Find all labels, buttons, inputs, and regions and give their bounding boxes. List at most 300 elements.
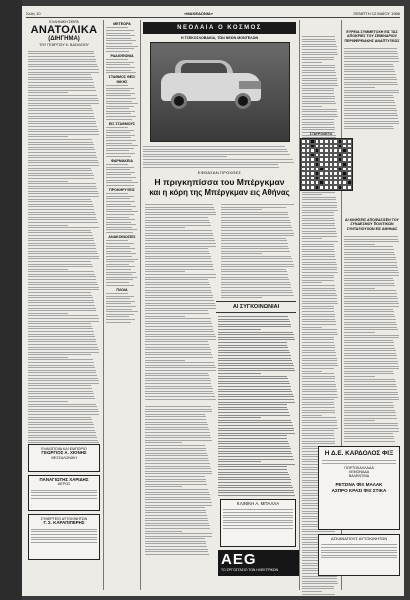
- text-line: [145, 538, 205, 539]
- text-line: [218, 319, 289, 320]
- text-line: [218, 474, 289, 475]
- text-line: [145, 473, 212, 474]
- text-line: [302, 425, 337, 426]
- text-line: [145, 399, 216, 400]
- masthead: «ΜΑΚΕΔΟΝΙΑ»: [184, 11, 213, 16]
- listing-body: [106, 59, 138, 73]
- text-line: [344, 105, 396, 106]
- text-line: [143, 149, 287, 150]
- text-line: [145, 284, 210, 285]
- text-line: [28, 295, 92, 296]
- text-line: [302, 233, 337, 234]
- left-column: [28, 20, 100, 461]
- text-line: [28, 82, 94, 83]
- text-line: [221, 251, 290, 252]
- text-line: [28, 258, 99, 259]
- text-line: [106, 33, 130, 34]
- text-line: [28, 214, 96, 215]
- ad-text: [31, 490, 97, 499]
- text-line: [28, 149, 95, 150]
- text-line: [344, 121, 399, 122]
- text-line: [106, 72, 136, 73]
- text-line: [28, 181, 68, 182]
- text-line: [145, 549, 208, 550]
- text-line: [28, 232, 92, 233]
- text-line: [344, 319, 396, 320]
- text-line: [302, 329, 337, 330]
- text-line: [344, 236, 398, 237]
- text-line: [145, 505, 212, 506]
- text-line: [302, 316, 335, 317]
- text-line: [106, 27, 128, 28]
- text-line: [106, 64, 130, 65]
- text-line: [28, 87, 95, 88]
- text-line: [221, 230, 293, 231]
- text-line: [28, 344, 97, 345]
- text-line: [145, 427, 208, 428]
- text-line: [145, 435, 210, 436]
- text-line: [106, 95, 131, 96]
- text-line: [344, 74, 396, 75]
- text-line: [106, 169, 130, 170]
- ad-line: ΓΕΩΡΓΙΟΣ Α. ΧΙΟΝΗΣ: [41, 450, 87, 456]
- text-line: [28, 245, 96, 246]
- text-line: [218, 428, 294, 429]
- text-line: [28, 235, 93, 236]
- text-line: [28, 349, 99, 350]
- text-line: [218, 433, 295, 434]
- text-line: [302, 363, 337, 364]
- text-line: [145, 515, 207, 516]
- text-line: [302, 298, 337, 299]
- text-line: [302, 90, 334, 91]
- headline-kicker: ΕΦΘΑΣΑΝ ΠΡΟΧΘΕΣ: [197, 170, 242, 175]
- text-line: [28, 326, 92, 327]
- text-line: [106, 67, 135, 68]
- text-line: [28, 222, 98, 223]
- text-line: [344, 290, 396, 291]
- text-line: [221, 227, 292, 228]
- text-line: [106, 301, 135, 302]
- text-line: [344, 265, 397, 266]
- text-line: [221, 297, 262, 298]
- text-line: [344, 58, 399, 59]
- text-line: [106, 90, 130, 91]
- text-line: [106, 177, 136, 178]
- text-line: [344, 90, 399, 91]
- text-line: [344, 423, 398, 424]
- text-line: [344, 389, 397, 390]
- garage-advertisement: [318, 534, 400, 576]
- text-line: [221, 279, 289, 280]
- text-line: [28, 279, 96, 280]
- text-line: [28, 282, 97, 283]
- text-line: [145, 416, 206, 417]
- text-line: [145, 227, 185, 228]
- text-line: [302, 62, 322, 63]
- article-body: [145, 204, 217, 401]
- text-line: [28, 427, 94, 428]
- text-line: [218, 386, 291, 387]
- text-line: [145, 502, 212, 503]
- text-line: [28, 105, 91, 106]
- ad-product: ΛΕΜΟΝΑΔΑ: [348, 470, 370, 474]
- text-line: [28, 85, 94, 86]
- text-line: [218, 363, 293, 364]
- text-line: [28, 165, 99, 166]
- text-line: [106, 201, 135, 202]
- text-line: [106, 277, 137, 278]
- text-line: [302, 220, 335, 221]
- text-line: [145, 414, 205, 415]
- text-line: [106, 106, 134, 107]
- text-line: [145, 458, 208, 459]
- text-line: [344, 397, 399, 398]
- text-line: [145, 230, 212, 231]
- text-line: [106, 180, 132, 181]
- text-line: [218, 326, 291, 327]
- text-line: [302, 324, 336, 325]
- text-line: [344, 335, 399, 336]
- text-line: [106, 306, 136, 307]
- text-line: [28, 131, 99, 132]
- text-line: [344, 249, 394, 250]
- text-line: [145, 225, 211, 226]
- text-line: [302, 531, 335, 532]
- text-line: [344, 113, 397, 114]
- text-line: [28, 191, 98, 192]
- text-line: [28, 435, 96, 436]
- text-line: [302, 376, 335, 377]
- text-line: [28, 292, 91, 293]
- text-line: [106, 101, 132, 102]
- text-line: [145, 471, 212, 472]
- text-line: [302, 311, 334, 312]
- text-line: [106, 98, 136, 99]
- text-line: [302, 70, 335, 71]
- photo-text: [143, 146, 296, 169]
- text-line: [302, 430, 334, 431]
- text-line: [218, 477, 290, 478]
- text-line: [218, 381, 289, 382]
- text-line: [218, 438, 287, 439]
- page-number: Σελίς 10: [26, 11, 41, 16]
- text-line: [106, 232, 133, 233]
- text-line: [28, 217, 96, 218]
- page-date: ΠΕΜΠΤΗ 12 ΜΑΪΟΥ 1966: [353, 11, 400, 16]
- text-line: [344, 283, 394, 284]
- text-line: [302, 578, 337, 579]
- text-line: [221, 246, 288, 247]
- main-headline-2: και η κόρη της Μπέργκμαν εις Αθήνας: [149, 188, 290, 197]
- section-title: ΑΙ ΣΥΓΚΟΙΝΩΝΙΑΙ: [216, 301, 296, 313]
- text-line: [218, 360, 292, 361]
- text-line: [302, 303, 338, 304]
- listing-body: [106, 240, 138, 285]
- text-line: [221, 295, 294, 296]
- text-line: [218, 355, 291, 356]
- text-line: [28, 253, 98, 254]
- text-line: [28, 256, 99, 257]
- text-line: [218, 332, 293, 333]
- text-line: [28, 144, 94, 145]
- text-line: [302, 93, 334, 94]
- text-line: [221, 256, 291, 257]
- text-line: [302, 244, 334, 245]
- text-line: [218, 324, 291, 325]
- text-line: [106, 264, 129, 265]
- text-line: [302, 591, 322, 592]
- clinic-advertisement: [220, 499, 296, 547]
- text-line: [302, 399, 334, 400]
- story-subtitle: (ΔΙΗΓΗΜΑ): [48, 36, 80, 43]
- text-line: [302, 101, 335, 102]
- text-line: [106, 62, 134, 63]
- newspaper-page: [22, 6, 404, 596]
- transport-list: [218, 316, 296, 498]
- text-line: [145, 266, 213, 267]
- text-line: [145, 437, 211, 438]
- text-line: [28, 61, 96, 62]
- text-line: [145, 497, 210, 498]
- text-line: [221, 248, 289, 249]
- text-line: [302, 355, 336, 356]
- text-line: [218, 412, 289, 413]
- text-line: [344, 79, 397, 80]
- text-line: [344, 441, 395, 442]
- text-line: [145, 222, 210, 223]
- text-line: [145, 484, 207, 485]
- text-line: [28, 339, 96, 340]
- text-line: [28, 212, 95, 213]
- text-line: [344, 373, 394, 374]
- text-line: [28, 287, 99, 288]
- text-line: [145, 380, 211, 381]
- text-line: [218, 492, 294, 493]
- text-line: [218, 334, 294, 335]
- text-line: [145, 554, 209, 555]
- text-line: [302, 269, 337, 270]
- text-line: [28, 380, 99, 381]
- text-line: [28, 321, 99, 322]
- column-rule: [140, 20, 141, 590]
- text-line: [145, 341, 208, 342]
- text-line: [218, 389, 291, 390]
- text-line: [302, 67, 335, 68]
- text-line: [302, 581, 337, 582]
- listing-body: [106, 27, 138, 51]
- text-line: [143, 167, 279, 168]
- text-line: [302, 342, 334, 343]
- text-line: [106, 217, 129, 218]
- text-line: [302, 378, 335, 379]
- text-line: [106, 211, 138, 212]
- text-line: [302, 280, 334, 281]
- text-line: [302, 267, 337, 268]
- text-line: [221, 266, 294, 267]
- ad-product: ΒΑΛΕΝΤΙΝΑ: [348, 474, 370, 479]
- text-line: [302, 212, 334, 213]
- text-line: [145, 494, 210, 495]
- text-line: [106, 316, 129, 317]
- text-line: [221, 271, 287, 272]
- text-line: [145, 383, 211, 384]
- text-line: [218, 370, 295, 371]
- text-line: [221, 220, 290, 221]
- text-line: [344, 402, 393, 403]
- text-line: [302, 192, 335, 193]
- text-line: [344, 337, 399, 338]
- text-line: [106, 196, 134, 197]
- text-line: [302, 246, 334, 247]
- text-line: [302, 295, 337, 296]
- text-line: [302, 272, 338, 273]
- text-line: [28, 219, 97, 220]
- text-line: [28, 289, 99, 290]
- text-line: [28, 178, 94, 179]
- text-line: [143, 154, 290, 155]
- text-line: [145, 212, 216, 213]
- text-line: [28, 357, 68, 358]
- story-byline: ΤΟΥ ΓΕΩΡΓΙΟΥ Κ. ΒΑΣΙΛΕΙΟΥ: [39, 43, 89, 48]
- text-line: [145, 339, 216, 340]
- text-line: [28, 430, 95, 431]
- text-line: [106, 298, 130, 299]
- text-line: [344, 316, 395, 317]
- text-line: [302, 347, 335, 348]
- text-line: [28, 424, 94, 425]
- text-line: [106, 38, 131, 39]
- text-line: [28, 121, 96, 122]
- listing-heading: ΠΡΟΚΗΡΥΞΕΙΣ: [109, 187, 135, 192]
- text-line: [106, 296, 134, 297]
- text-line: [302, 39, 335, 40]
- text-line: [28, 359, 93, 360]
- text-line: [28, 188, 97, 189]
- text-line: [302, 96, 335, 97]
- text-line: [344, 108, 396, 109]
- text-line: [106, 293, 128, 294]
- ad-text: [321, 544, 397, 558]
- text-line: [145, 533, 212, 534]
- text-line: [344, 48, 397, 49]
- right-article: [344, 48, 400, 131]
- text-line: [28, 134, 99, 135]
- text-line: [221, 225, 291, 226]
- text-line: [302, 438, 335, 439]
- text-line: [106, 246, 130, 247]
- text-line: [218, 495, 295, 496]
- listing-heading: ΦΑΡΜΑΚΕΙΑ: [110, 158, 134, 163]
- text-line: [344, 100, 394, 101]
- text-line: [302, 433, 334, 434]
- text-line: [302, 241, 338, 242]
- text-line: [302, 443, 335, 444]
- crossword-title: ΣΤΑΥΡΟΛΕΞΟ: [309, 132, 333, 136]
- text-line: [218, 461, 261, 462]
- text-line: [302, 215, 334, 216]
- text-line: [344, 384, 396, 385]
- text-line: [145, 347, 210, 348]
- text-line: [302, 402, 334, 403]
- text-line: [145, 277, 216, 278]
- text-line: [145, 282, 209, 283]
- text-line: [145, 520, 208, 521]
- text-line: [145, 492, 209, 493]
- text-line: [28, 323, 91, 324]
- text-line: [106, 282, 129, 283]
- text-line: [106, 174, 131, 175]
- text-line: [218, 399, 294, 400]
- car-grille: [239, 81, 261, 89]
- text-line: [344, 267, 398, 268]
- text-line: [145, 486, 182, 487]
- text-line: [106, 51, 129, 52]
- text-line: [302, 114, 337, 115]
- text-line: [344, 368, 399, 369]
- text-line: [302, 583, 338, 584]
- text-line: [28, 72, 99, 73]
- text-line: [302, 358, 337, 359]
- text-line: [106, 46, 138, 47]
- text-line: [344, 386, 397, 387]
- text-line: [302, 350, 335, 351]
- text-line: [302, 202, 337, 203]
- text-line: [218, 487, 293, 488]
- text-line: [145, 334, 215, 335]
- text-line: [145, 481, 206, 482]
- text-line: [344, 51, 397, 52]
- text-line: [218, 391, 292, 392]
- ad-line: ΣΥΝΕΡΓΕΙΟ ΑΥΤΟΚΙΝΗΤΩΝ: [40, 517, 88, 521]
- text-line: [302, 109, 337, 110]
- text-line: [302, 285, 335, 286]
- text-line: [344, 433, 393, 434]
- advertisement: [28, 514, 100, 560]
- right-headline: ΕΥΡΕΙΑ ΣΥΜΜΕΤΟΧΗ ΕΙΣ ΤΑΣ ΑΠΟΚΡΙΕΣ ΤΟΥ ΣΕΜΙΝΑΡΙΟΥ ΠΕΡΙΦΕΡΕΙΑΚΗΣ ΑΝΑΠΤΥΞΕΩΣ: [344, 30, 400, 43]
- text-line: [218, 443, 289, 444]
- text-line: [302, 417, 336, 418]
- text-line: [145, 424, 208, 425]
- text-line: [302, 75, 336, 76]
- text-line: [28, 92, 68, 93]
- text-line: [145, 440, 212, 441]
- text-line: [145, 531, 182, 532]
- text-line: [145, 313, 209, 314]
- text-line: [145, 460, 209, 461]
- text-line: [221, 277, 288, 278]
- text-line: [143, 146, 285, 147]
- text-line: [145, 455, 208, 456]
- text-line: [302, 80, 337, 81]
- binding-edge: [0, 0, 22, 600]
- text-line: [145, 220, 209, 221]
- text-line: [106, 70, 131, 71]
- text-line: [106, 85, 128, 86]
- text-line: [221, 209, 262, 210]
- text-line: [143, 159, 293, 160]
- text-line: [28, 183, 96, 184]
- text-line: [28, 388, 92, 389]
- text-line: [302, 397, 338, 398]
- text-line: [302, 332, 337, 333]
- text-line: [302, 293, 336, 294]
- text-line: [145, 243, 216, 244]
- text-line: [145, 303, 215, 304]
- text-line: [145, 279, 208, 280]
- text-line: [218, 448, 291, 449]
- text-line: [302, 428, 338, 429]
